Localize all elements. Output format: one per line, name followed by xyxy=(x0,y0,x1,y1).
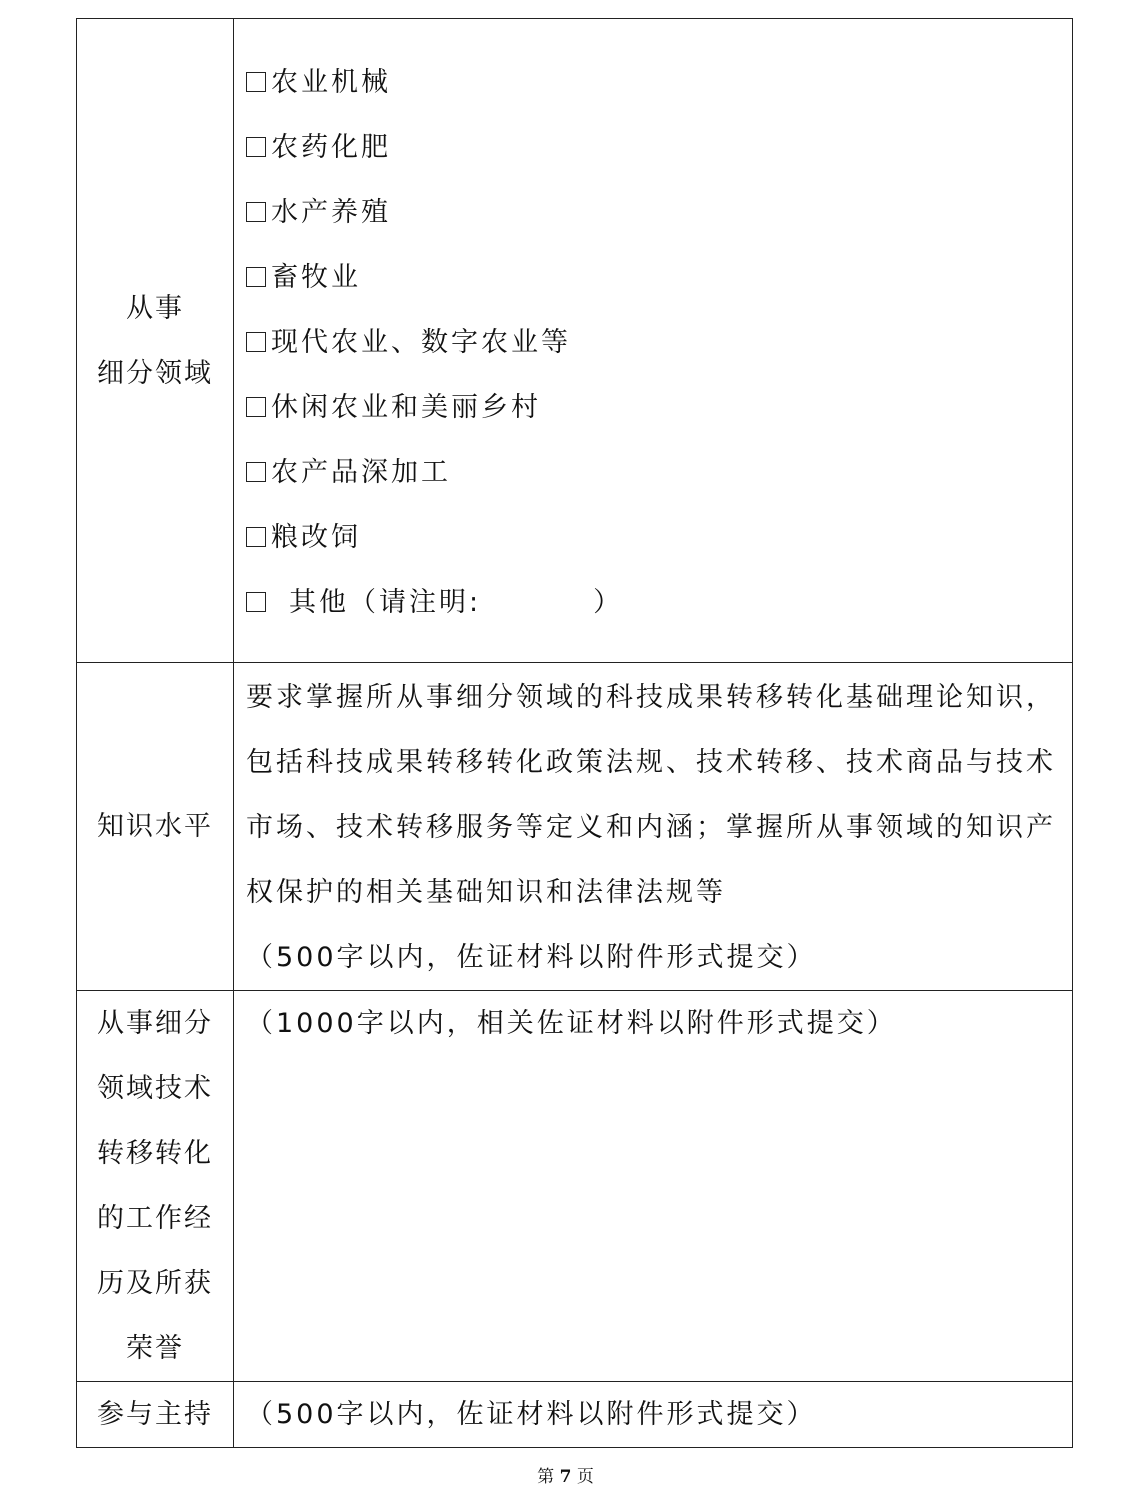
checkbox-icon[interactable] xyxy=(246,332,266,352)
experience-label-line-6: 荣誉 xyxy=(126,1333,184,1364)
option-label: 粮改饲 xyxy=(271,522,361,553)
checkbox-icon[interactable] xyxy=(246,202,266,222)
option-agri-processing[interactable] xyxy=(246,440,1062,505)
participation-row xyxy=(77,1382,1073,1448)
option-label: 农业机械 xyxy=(271,67,391,98)
option-grain-to-feed[interactable] xyxy=(246,505,1062,570)
option-aquaculture[interactable] xyxy=(246,180,1062,245)
option-animal-husbandry[interactable] xyxy=(246,245,1062,310)
knowledge-label: 知识水平 xyxy=(97,811,213,842)
option-label: 水产养殖 xyxy=(271,197,391,228)
experience-label-line-3: 转移转化 xyxy=(97,1138,213,1169)
experience-label-line-1: 从事细分 xyxy=(97,1008,213,1039)
page-number-value: 7 xyxy=(559,1467,572,1487)
option-label: 农产品深加工 xyxy=(271,457,451,488)
participation-note: （500字以内，佐证材料以附件形式提交） xyxy=(246,1399,817,1430)
option-leisure-agriculture[interactable] xyxy=(246,375,1062,440)
option-label: 现代农业、数字农业等 xyxy=(271,327,571,358)
checkbox-icon[interactable] xyxy=(246,527,266,547)
knowledge-row xyxy=(77,663,1073,991)
knowledge-content-cell xyxy=(234,663,1073,991)
experience-row xyxy=(77,991,1073,1382)
checkbox-icon[interactable] xyxy=(246,592,266,612)
participation-label-cell xyxy=(77,1382,234,1448)
field-label-line-1: 从事 xyxy=(126,292,184,324)
participation-content-cell[interactable] xyxy=(234,1382,1073,1448)
experience-label-line-4: 的工作经 xyxy=(97,1203,213,1234)
application-form-table xyxy=(76,18,1073,1448)
page-number xyxy=(0,1462,1131,1487)
page-number-prefix: 第 xyxy=(537,1467,555,1487)
option-other-label: 其他（请注明: xyxy=(289,587,482,618)
experience-label-line-5: 历及所获 xyxy=(97,1268,213,1299)
knowledge-requirement-text: 要求掌握所从事细分领域的科技成果转移转化基础理论知识，包括科技成果转移转化政策法规、技术转移、技术商品与技术市场、技术转移服务等定义和内涵；掌握所从事领域的知识产权保护的相关基础知识和法律法规等 xyxy=(246,682,1056,908)
field-row xyxy=(77,19,1073,663)
option-modern-agriculture[interactable] xyxy=(246,310,1062,375)
checkbox-icon[interactable] xyxy=(246,267,266,287)
checkbox-icon[interactable] xyxy=(246,397,266,417)
experience-label-cell xyxy=(77,991,234,1382)
option-label: 畜牧业 xyxy=(271,262,361,293)
experience-label-line-2: 领域技术 xyxy=(97,1073,213,1104)
checkbox-icon[interactable] xyxy=(246,462,266,482)
participation-label: 参与主持 xyxy=(97,1399,213,1430)
option-label: 休闲农业和美丽乡村 xyxy=(271,392,541,423)
option-label: 农药化肥 xyxy=(271,132,391,163)
knowledge-label-cell xyxy=(77,663,234,991)
option-other-close: ） xyxy=(593,587,624,618)
option-other[interactable] xyxy=(246,570,1062,635)
field-label-line-2: 细分领域 xyxy=(97,357,213,389)
knowledge-note: （500字以内，佐证材料以附件形式提交） xyxy=(246,942,817,973)
option-pesticide-fertilizer[interactable] xyxy=(246,115,1062,180)
page-number-suffix: 页 xyxy=(576,1467,594,1487)
field-options-cell xyxy=(234,19,1073,663)
option-agri-machinery[interactable] xyxy=(246,50,1062,115)
experience-content-cell[interactable] xyxy=(234,991,1073,1382)
checkbox-icon[interactable] xyxy=(246,137,266,157)
field-label-cell xyxy=(77,19,234,663)
experience-note: （1000字以内，相关佐证材料以附件形式提交） xyxy=(246,1008,897,1039)
checkbox-icon[interactable] xyxy=(246,72,266,92)
